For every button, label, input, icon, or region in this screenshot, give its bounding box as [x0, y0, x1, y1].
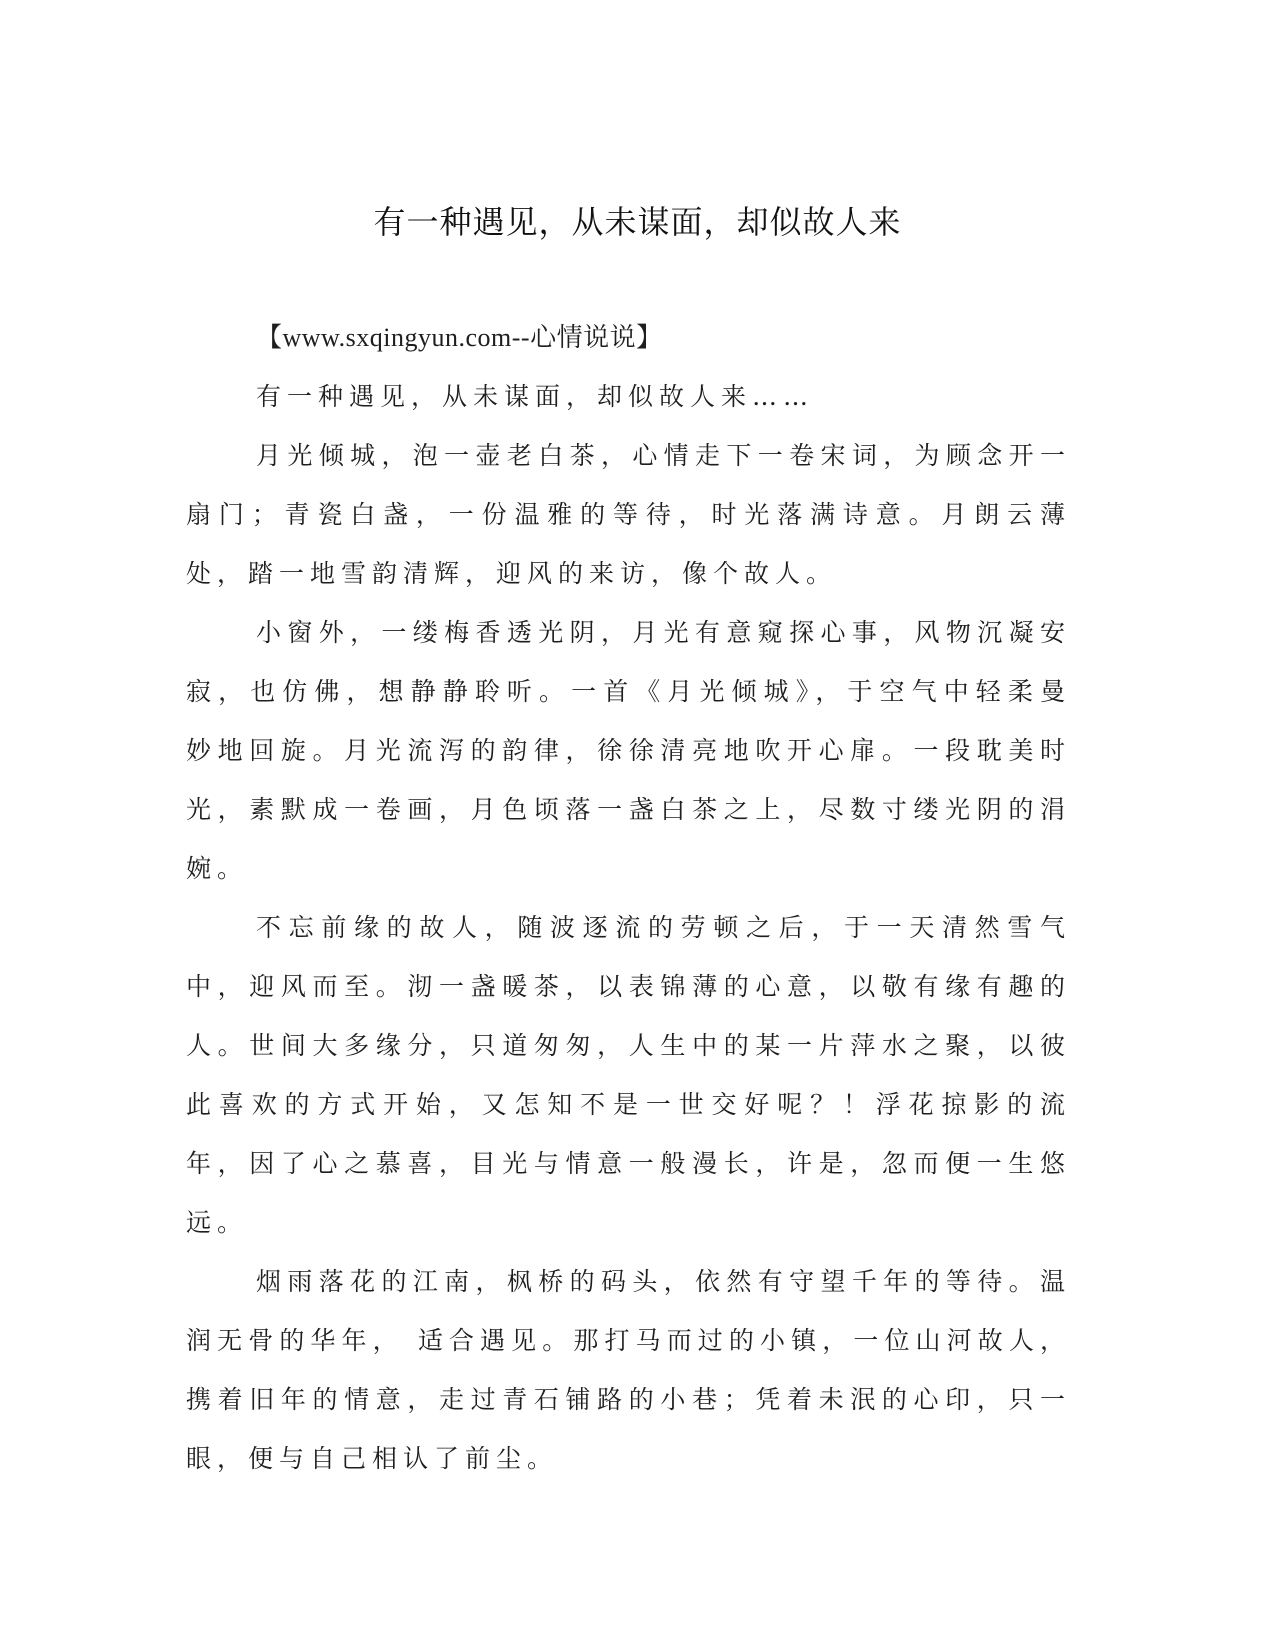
- paragraph: 烟雨落花的江南，枫桥的码头，依然有守望千年的等待。温润无骨的华年， 适合遇见。那打马而过的小镇，一位山河故人，携着旧年的情意，走过青石铺路的小巷；凭着未泯的心印，只一眼，便与自己相认了前尘。: [186, 1267, 1071, 1473]
- paragraph: 月光倾城，泡一壶老白茶，心情走下一卷宋词，为顾念开一扇门；青瓷白盏，一份温雅的等待，时光落满诗意。月朗云薄处，踏一地雪韵清辉，迎风的来访，像个故人。: [186, 441, 1071, 588]
- paragraph: 小窗外，一缕梅香透光阴，月光有意窥探心事，风物沉凝安寂，也仿佛，想静静聆听。一首《月光倾城》，于空气中轻柔曼妙地回旋。月光流泻的韵律，徐徐清亮地吹开心扉。一段耽美时光，素默成一卷画，月色顷落一盏白茶之上，尽数寸缕光阴的涓婉。: [186, 618, 1071, 883]
- paragraph: 不忘前缘的故人，随波逐流的劳顿之后，于一天清然雪气中，迎风而至。沏一盏暖茶，以表锦薄的心意，以敬有缘有趣的人。世间大多缘分，只道匆匆，人生中的某一片萍水之聚，以彼此喜欢的方式开始，又怎知不是一世交好呢？！浮花掠影的流年，因了心之慕喜，目光与情意一般漫长，许是，忽而便一生悠远。: [186, 913, 1071, 1237]
- document-body: [186, 308, 1071, 1488]
- source-line: 【www.sxqingyun.com--心情说说】: [256, 323, 663, 352]
- paragraph: 有一种遇见，从未谋面，却似故人来……: [256, 382, 815, 411]
- document-title: 有一种遇见，从未谋面，却似故人来: [373, 203, 902, 241]
